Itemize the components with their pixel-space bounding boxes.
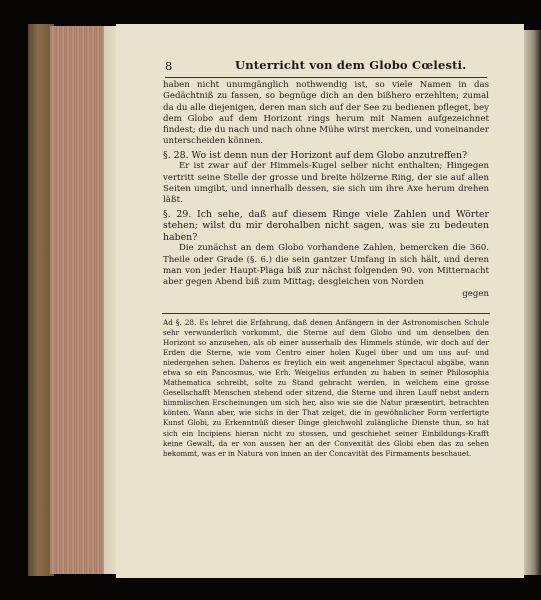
page-stack — [50, 26, 106, 574]
note-rule — [162, 313, 490, 314]
question-28: §. 28. Wo ist denn nun der Horizont auf dem Globo anzutreffen? — [163, 149, 468, 161]
main-text — [163, 80, 489, 300]
page-number: 8 — [165, 59, 173, 73]
header-rule — [165, 77, 487, 78]
question-29: §. 29. Ich sehe, daß auf diesem Ringe viele Zahlen und Wörter stehen; wilst du mir derohalben nicht sagen, was sie zu bedeuten haben? — [163, 208, 489, 243]
catchword: gegen — [462, 288, 489, 299]
answer-28: Er ist zwar auf der Himmels-Kugel selber nicht enthalten; Hingegen vertritt seine Stelle der grosse und breite hölzerne Ring, der sie auf allen Seiten umgibt, und innerhalb dessen, sie sich um ihre Axe herum drehen läßt. — [163, 161, 489, 206]
answer-29: Die zunächst an dem Globo vorhandene Zahlen, bemercken die 360. Theile oder Grade (§. 6.) die sein gantzer Umfang in sich hält, und deren man von jeder Haupt-Plaga biß zur nächst folgenden 90. von Mitternacht aber gegen Abend biß zum Mittag; desgleichen von Norden — [163, 243, 489, 288]
page-header — [165, 58, 490, 76]
running-title: Unterricht von dem Globo Cœlesti. — [235, 58, 467, 72]
footnote-text: Ad §. 28. Es lehret die Erfahrung, daß denen Anfängern in der Astronomischen Schule sehr verwunderlich vorkommt, die Sterne auf dem Globo und um denselben den Horizont so anzusehen, als ob einer ausserhalb des Himmels stünde, wir doch auf der Erden die Sterne, wie vom Centro einer holen Kugel über und um uns auf- und niedergehen sehen. Daheros es freylich ein weit angenehmer Spectacul abgäbe, wann etwa so ein Pancosmus, wie Erh. Weigelius erfunden zu haben in seiner Philosophia Mathematica schreibt, solte zu Stand gebracht werden, in welchem eine grosse Gesellschafft Menschen stehend oder sitzend, die Sterne und ihren Lauff nebst andern himmlischen Erscheinungen um sich her, also wie sie die Natur præsentirt, betrachten könten. Wann aber, wie sichs in der That zeiget, die in gewöhnlicher Form verfertigte Kunst Globi, zu Erkenntnüß dieser Dinge gleichwohl zulängliche Dienste thun, so hat sich ein Incipiens hieran nicht zu stossen, und geschiehet seiner Einbildungs-Krafft keine Gewalt, da er von aussen her an der Convexität des Globi eben das zu sehen bekommt, was er in Natura von innen an der Concavität des Firmaments beschauet. — [163, 318, 489, 458]
footnote — [163, 318, 489, 459]
paragraph: haben nicht unumgänglich nothwendig ist, so viele Namen in das Gedächtniß zu fassen, so begnüge dich an den bißhero erzehlten; zumal da du alle diejenigen, deren man sich auf der See zu bedienen pfleget, bey dem Globo auf dem Horizont rings herum mit Namen aufgezeichnet findest; die du nach und nach ohne Mühe wirst mercken, und voneinander unterscheiden können. — [163, 80, 489, 147]
facing-page-edge — [524, 30, 541, 575]
